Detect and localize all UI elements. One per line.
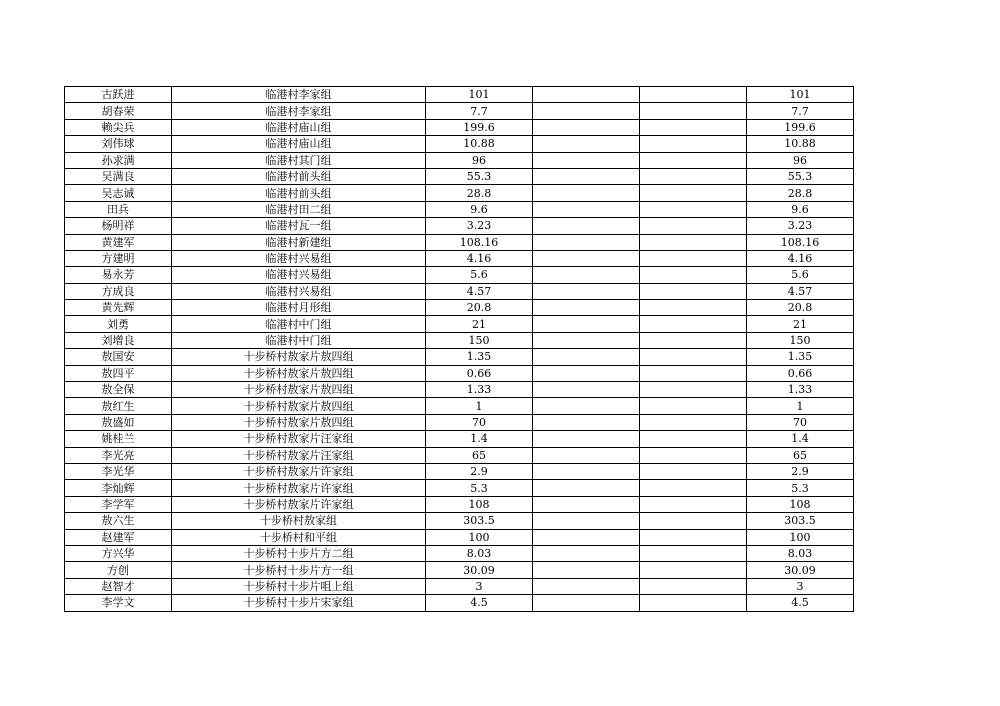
empty-cell: [640, 316, 747, 332]
total-cell: 9.6: [747, 201, 854, 217]
total-cell: 10.88: [747, 136, 854, 152]
location-cell: 十步桥村敖家组: [172, 513, 426, 529]
empty-cell: [533, 529, 640, 545]
location-cell: 十步桥村十步片方二组: [172, 545, 426, 561]
name-cell: 李光华: [65, 463, 172, 479]
name-cell: 方成良: [65, 283, 172, 299]
empty-cell: [533, 300, 640, 316]
location-cell: 临港村中门组: [172, 332, 426, 348]
table-row: [65, 103, 854, 119]
location-cell: 十步桥村敖家片许家组: [172, 496, 426, 512]
empty-cell: [533, 218, 640, 234]
location-cell: 十步桥村敖家片汪家组: [172, 447, 426, 463]
total-cell: 7.7: [747, 103, 854, 119]
table-row: [65, 447, 854, 463]
empty-cell: [533, 250, 640, 266]
empty-cell: [533, 349, 640, 365]
empty-cell: [640, 365, 747, 381]
location-cell: 临港村李家组: [172, 87, 426, 103]
table-row: [65, 382, 854, 398]
name-cell: 敖红生: [65, 398, 172, 414]
total-cell: 21: [747, 316, 854, 332]
location-cell: 临港村前头组: [172, 168, 426, 184]
location-cell: 十步桥村敖家片汪家组: [172, 431, 426, 447]
empty-cell: [533, 332, 640, 348]
total-cell: 70: [747, 414, 854, 430]
location-cell: 临港村月形组: [172, 300, 426, 316]
amount-cell: 10.88: [426, 136, 533, 152]
amount-cell: 96: [426, 152, 533, 168]
empty-cell: [533, 578, 640, 594]
location-cell: 十步桥村敖家片许家组: [172, 463, 426, 479]
amount-cell: 30.09: [426, 562, 533, 578]
name-cell: 方创: [65, 562, 172, 578]
total-cell: 303.5: [747, 513, 854, 529]
name-cell: 方建明: [65, 250, 172, 266]
empty-cell: [533, 480, 640, 496]
location-cell: 临港村李家组: [172, 103, 426, 119]
amount-cell: 8.03: [426, 545, 533, 561]
empty-cell: [640, 234, 747, 250]
empty-cell: [533, 136, 640, 152]
total-cell: 55.3: [747, 168, 854, 184]
empty-cell: [640, 267, 747, 283]
empty-cell: [640, 349, 747, 365]
empty-cell: [533, 562, 640, 578]
empty-cell: [533, 103, 640, 119]
empty-cell: [640, 168, 747, 184]
amount-cell: 3: [426, 578, 533, 594]
empty-cell: [533, 185, 640, 201]
name-cell: 李学军: [65, 496, 172, 512]
table-row: [65, 201, 854, 217]
total-cell: 5.6: [747, 267, 854, 283]
empty-cell: [533, 316, 640, 332]
empty-cell: [640, 87, 747, 103]
empty-cell: [533, 234, 640, 250]
empty-cell: [533, 152, 640, 168]
total-cell: 3.23: [747, 218, 854, 234]
name-cell: 敖全保: [65, 382, 172, 398]
empty-cell: [640, 218, 747, 234]
location-cell: 临港村田二组: [172, 201, 426, 217]
table-row: [65, 529, 854, 545]
amount-cell: 101: [426, 87, 533, 103]
table-row: [65, 513, 854, 529]
total-cell: 1.35: [747, 349, 854, 365]
empty-cell: [640, 185, 747, 201]
amount-cell: 1.35: [426, 349, 533, 365]
amount-cell: 5.3: [426, 480, 533, 496]
amount-cell: 4.5: [426, 595, 533, 611]
amount-cell: 1.33: [426, 382, 533, 398]
table-row: [65, 414, 854, 430]
table-row: [65, 218, 854, 234]
amount-cell: 1.4: [426, 431, 533, 447]
empty-cell: [640, 562, 747, 578]
empty-cell: [533, 496, 640, 512]
empty-cell: [640, 414, 747, 430]
table-row: [65, 300, 854, 316]
location-cell: 十步桥村敖家片敖四组: [172, 349, 426, 365]
empty-cell: [640, 300, 747, 316]
amount-cell: 3.23: [426, 218, 533, 234]
name-cell: 杨明祥: [65, 218, 172, 234]
empty-cell: [640, 513, 747, 529]
name-cell: 赵建军: [65, 529, 172, 545]
empty-cell: [533, 201, 640, 217]
empty-cell: [640, 496, 747, 512]
empty-cell: [533, 545, 640, 561]
name-cell: 孙求满: [65, 152, 172, 168]
location-cell: 临港村新建组: [172, 234, 426, 250]
location-cell: 临港村兴易组: [172, 283, 426, 299]
table-row: [65, 87, 854, 103]
empty-cell: [533, 87, 640, 103]
location-cell: 十步桥村和平组: [172, 529, 426, 545]
total-cell: 0.66: [747, 365, 854, 381]
amount-cell: 199.6: [426, 119, 533, 135]
empty-cell: [533, 431, 640, 447]
name-cell: 方兴华: [65, 545, 172, 561]
amount-cell: 70: [426, 414, 533, 430]
empty-cell: [640, 152, 747, 168]
table-row: [65, 480, 854, 496]
total-cell: 5.3: [747, 480, 854, 496]
data-table: [64, 86, 854, 612]
total-cell: 4.57: [747, 283, 854, 299]
table-row: [65, 562, 854, 578]
amount-cell: 5.6: [426, 267, 533, 283]
table-row: [65, 431, 854, 447]
amount-cell: 65: [426, 447, 533, 463]
amount-cell: 9.6: [426, 201, 533, 217]
amount-cell: 108.16: [426, 234, 533, 250]
empty-cell: [533, 447, 640, 463]
table-body: [65, 87, 854, 612]
total-cell: 2.9: [747, 463, 854, 479]
table-row: [65, 283, 854, 299]
empty-cell: [640, 103, 747, 119]
amount-cell: 55.3: [426, 168, 533, 184]
location-cell: 十步桥村敖家片许家组: [172, 480, 426, 496]
empty-cell: [640, 529, 747, 545]
empty-cell: [533, 168, 640, 184]
name-cell: 李学文: [65, 595, 172, 611]
total-cell: 20.8: [747, 300, 854, 316]
name-cell: 刘增良: [65, 332, 172, 348]
empty-cell: [640, 595, 747, 611]
name-cell: 吴志诚: [65, 185, 172, 201]
location-cell: 十步桥村十步片咀上组: [172, 578, 426, 594]
table-row: [65, 234, 854, 250]
location-cell: 临港村兴易组: [172, 250, 426, 266]
empty-cell: [640, 463, 747, 479]
table-row: [65, 365, 854, 381]
amount-cell: 303.5: [426, 513, 533, 529]
empty-cell: [533, 382, 640, 398]
table-row: [65, 267, 854, 283]
location-cell: 临港村庙山组: [172, 119, 426, 135]
location-cell: 临港村中门组: [172, 316, 426, 332]
name-cell: 敖六生: [65, 513, 172, 529]
name-cell: 敖四平: [65, 365, 172, 381]
empty-cell: [533, 463, 640, 479]
table-row: [65, 136, 854, 152]
name-cell: 敖盛如: [65, 414, 172, 430]
location-cell: 临港村前头组: [172, 185, 426, 201]
name-cell: 赵智才: [65, 578, 172, 594]
empty-cell: [640, 119, 747, 135]
name-cell: 敖国安: [65, 349, 172, 365]
location-cell: 十步桥村敖家片敖四组: [172, 398, 426, 414]
empty-cell: [533, 595, 640, 611]
empty-cell: [533, 414, 640, 430]
table-row: [65, 578, 854, 594]
name-cell: 黄先辉: [65, 300, 172, 316]
empty-cell: [640, 447, 747, 463]
amount-cell: 0.66: [426, 365, 533, 381]
amount-cell: 20.8: [426, 300, 533, 316]
name-cell: 胡春荣: [65, 103, 172, 119]
total-cell: 199.6: [747, 119, 854, 135]
empty-cell: [533, 365, 640, 381]
name-cell: 刘勇: [65, 316, 172, 332]
table-row: [65, 496, 854, 512]
table-row: [65, 398, 854, 414]
location-cell: 十步桥村敖家片敖四组: [172, 365, 426, 381]
empty-cell: [640, 578, 747, 594]
location-cell: 临港村兴易组: [172, 267, 426, 283]
name-cell: 李灿辉: [65, 480, 172, 496]
name-cell: 李光亮: [65, 447, 172, 463]
total-cell: 96: [747, 152, 854, 168]
empty-cell: [640, 398, 747, 414]
empty-cell: [640, 431, 747, 447]
location-cell: 临港村庙山组: [172, 136, 426, 152]
empty-cell: [640, 250, 747, 266]
amount-cell: 4.57: [426, 283, 533, 299]
name-cell: 古跃进: [65, 87, 172, 103]
name-cell: 姚桂兰: [65, 431, 172, 447]
empty-cell: [640, 480, 747, 496]
table-row: [65, 463, 854, 479]
name-cell: 易永芳: [65, 267, 172, 283]
amount-cell: 150: [426, 332, 533, 348]
empty-cell: [533, 283, 640, 299]
total-cell: 150: [747, 332, 854, 348]
empty-cell: [533, 119, 640, 135]
location-cell: 十步桥村敖家片敖四组: [172, 382, 426, 398]
empty-cell: [533, 513, 640, 529]
amount-cell: 1: [426, 398, 533, 414]
table-row: [65, 168, 854, 184]
amount-cell: 28.8: [426, 185, 533, 201]
empty-cell: [640, 201, 747, 217]
total-cell: 108.16: [747, 234, 854, 250]
amount-cell: 100: [426, 529, 533, 545]
name-cell: 刘伟球: [65, 136, 172, 152]
name-cell: 吴满良: [65, 168, 172, 184]
empty-cell: [640, 382, 747, 398]
name-cell: 赖尖兵: [65, 119, 172, 135]
empty-cell: [640, 283, 747, 299]
name-cell: 田兵: [65, 201, 172, 217]
total-cell: 4.16: [747, 250, 854, 266]
empty-cell: [640, 136, 747, 152]
table-row: [65, 316, 854, 332]
amount-cell: 21: [426, 316, 533, 332]
location-cell: 十步桥村敖家片敖四组: [172, 414, 426, 430]
total-cell: 108: [747, 496, 854, 512]
amount-cell: 7.7: [426, 103, 533, 119]
total-cell: 100: [747, 529, 854, 545]
amount-cell: 2.9: [426, 463, 533, 479]
amount-cell: 4.16: [426, 250, 533, 266]
total-cell: 1.4: [747, 431, 854, 447]
table-row: [65, 595, 854, 611]
location-cell: 临港村其门组: [172, 152, 426, 168]
total-cell: 28.8: [747, 185, 854, 201]
total-cell: 4.5: [747, 595, 854, 611]
location-cell: 临港村瓦一组: [172, 218, 426, 234]
location-cell: 十步桥村十步片宋家组: [172, 595, 426, 611]
total-cell: 3: [747, 578, 854, 594]
empty-cell: [533, 267, 640, 283]
table-row: [65, 332, 854, 348]
table-row: [65, 545, 854, 561]
total-cell: 1: [747, 398, 854, 414]
total-cell: 8.03: [747, 545, 854, 561]
table-row: [65, 119, 854, 135]
empty-cell: [533, 398, 640, 414]
amount-cell: 108: [426, 496, 533, 512]
total-cell: 65: [747, 447, 854, 463]
total-cell: 101: [747, 87, 854, 103]
table-row: [65, 349, 854, 365]
location-cell: 十步桥村十步片方一组: [172, 562, 426, 578]
total-cell: 30.09: [747, 562, 854, 578]
table-row: [65, 152, 854, 168]
empty-cell: [640, 545, 747, 561]
table-row: [65, 185, 854, 201]
total-cell: 1.33: [747, 382, 854, 398]
empty-cell: [640, 332, 747, 348]
name-cell: 黄建军: [65, 234, 172, 250]
table-row: [65, 250, 854, 266]
